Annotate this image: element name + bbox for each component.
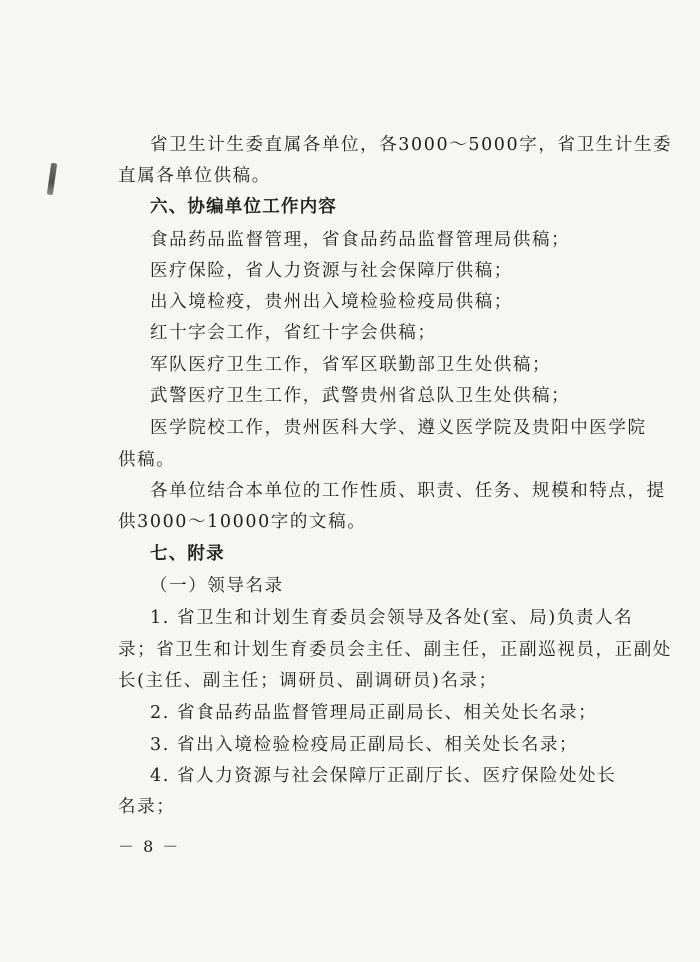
section-heading: 七、附录 xyxy=(150,544,225,564)
list-item: 2. 省食品药品监督管理局正副局长、相关处长名录； xyxy=(150,703,598,723)
paragraph-line: 直属各单位供稿。 xyxy=(118,166,271,186)
subsection-heading: （一）领导名录 xyxy=(150,576,284,596)
list-item: 名录； xyxy=(118,797,176,817)
paragraph-line: 供3000～10000字的文稿。 xyxy=(118,512,367,532)
paragraph-line: 食品药品监督管理，省食品药品监督管理局供稿； xyxy=(150,230,571,250)
list-item: 1. 省卫生和计划生育委员会领导及各处(室、局)负责人名 xyxy=(150,608,634,628)
paragraph-line: 供稿。 xyxy=(118,450,176,470)
list-item: 3. 省出入境检验检疫局正副局长、相关处长名录； xyxy=(150,735,579,755)
paragraph-line: 医疗保险，省人力资源与社会保障厅供稿； xyxy=(150,261,513,281)
list-item: 4. 省人力资源与社会保障厅正副厅长、医疗保险处处长 xyxy=(150,766,617,786)
scan-mark xyxy=(47,163,57,196)
paragraph-line: 军队医疗卫生工作，省军区联勤部卫生处供稿； xyxy=(150,355,552,375)
page-number: － 8 － xyxy=(118,837,181,856)
paragraph-line: 红十字会工作，省红十字会供稿； xyxy=(150,323,437,343)
paragraph-line: 省卫生计生委直属各单位，各3000～5000字，省卫生计生委 xyxy=(150,135,673,155)
section-heading: 六、协编单位工作内容 xyxy=(150,197,337,217)
paragraph-line: 各单位结合本单位的工作性质、职责、任务、规模和特点，提 xyxy=(150,481,666,501)
paragraph-line: 医学院校工作，贵州医科大学、遵义医学院及贵阳中医学院 xyxy=(150,418,647,438)
paragraph-line: 出入境检疫，贵州出入境检验检疫局供稿； xyxy=(150,292,513,312)
list-item: 录；省卫生和计划生育委员会主任、副主任，正副巡视员，正副处 xyxy=(118,640,672,660)
list-item: 长(主任、副主任；调研员、副调研员)名录； xyxy=(118,671,498,691)
paragraph-line: 武警医疗卫生工作，武警贵州省总队卫生处供稿； xyxy=(150,386,571,406)
